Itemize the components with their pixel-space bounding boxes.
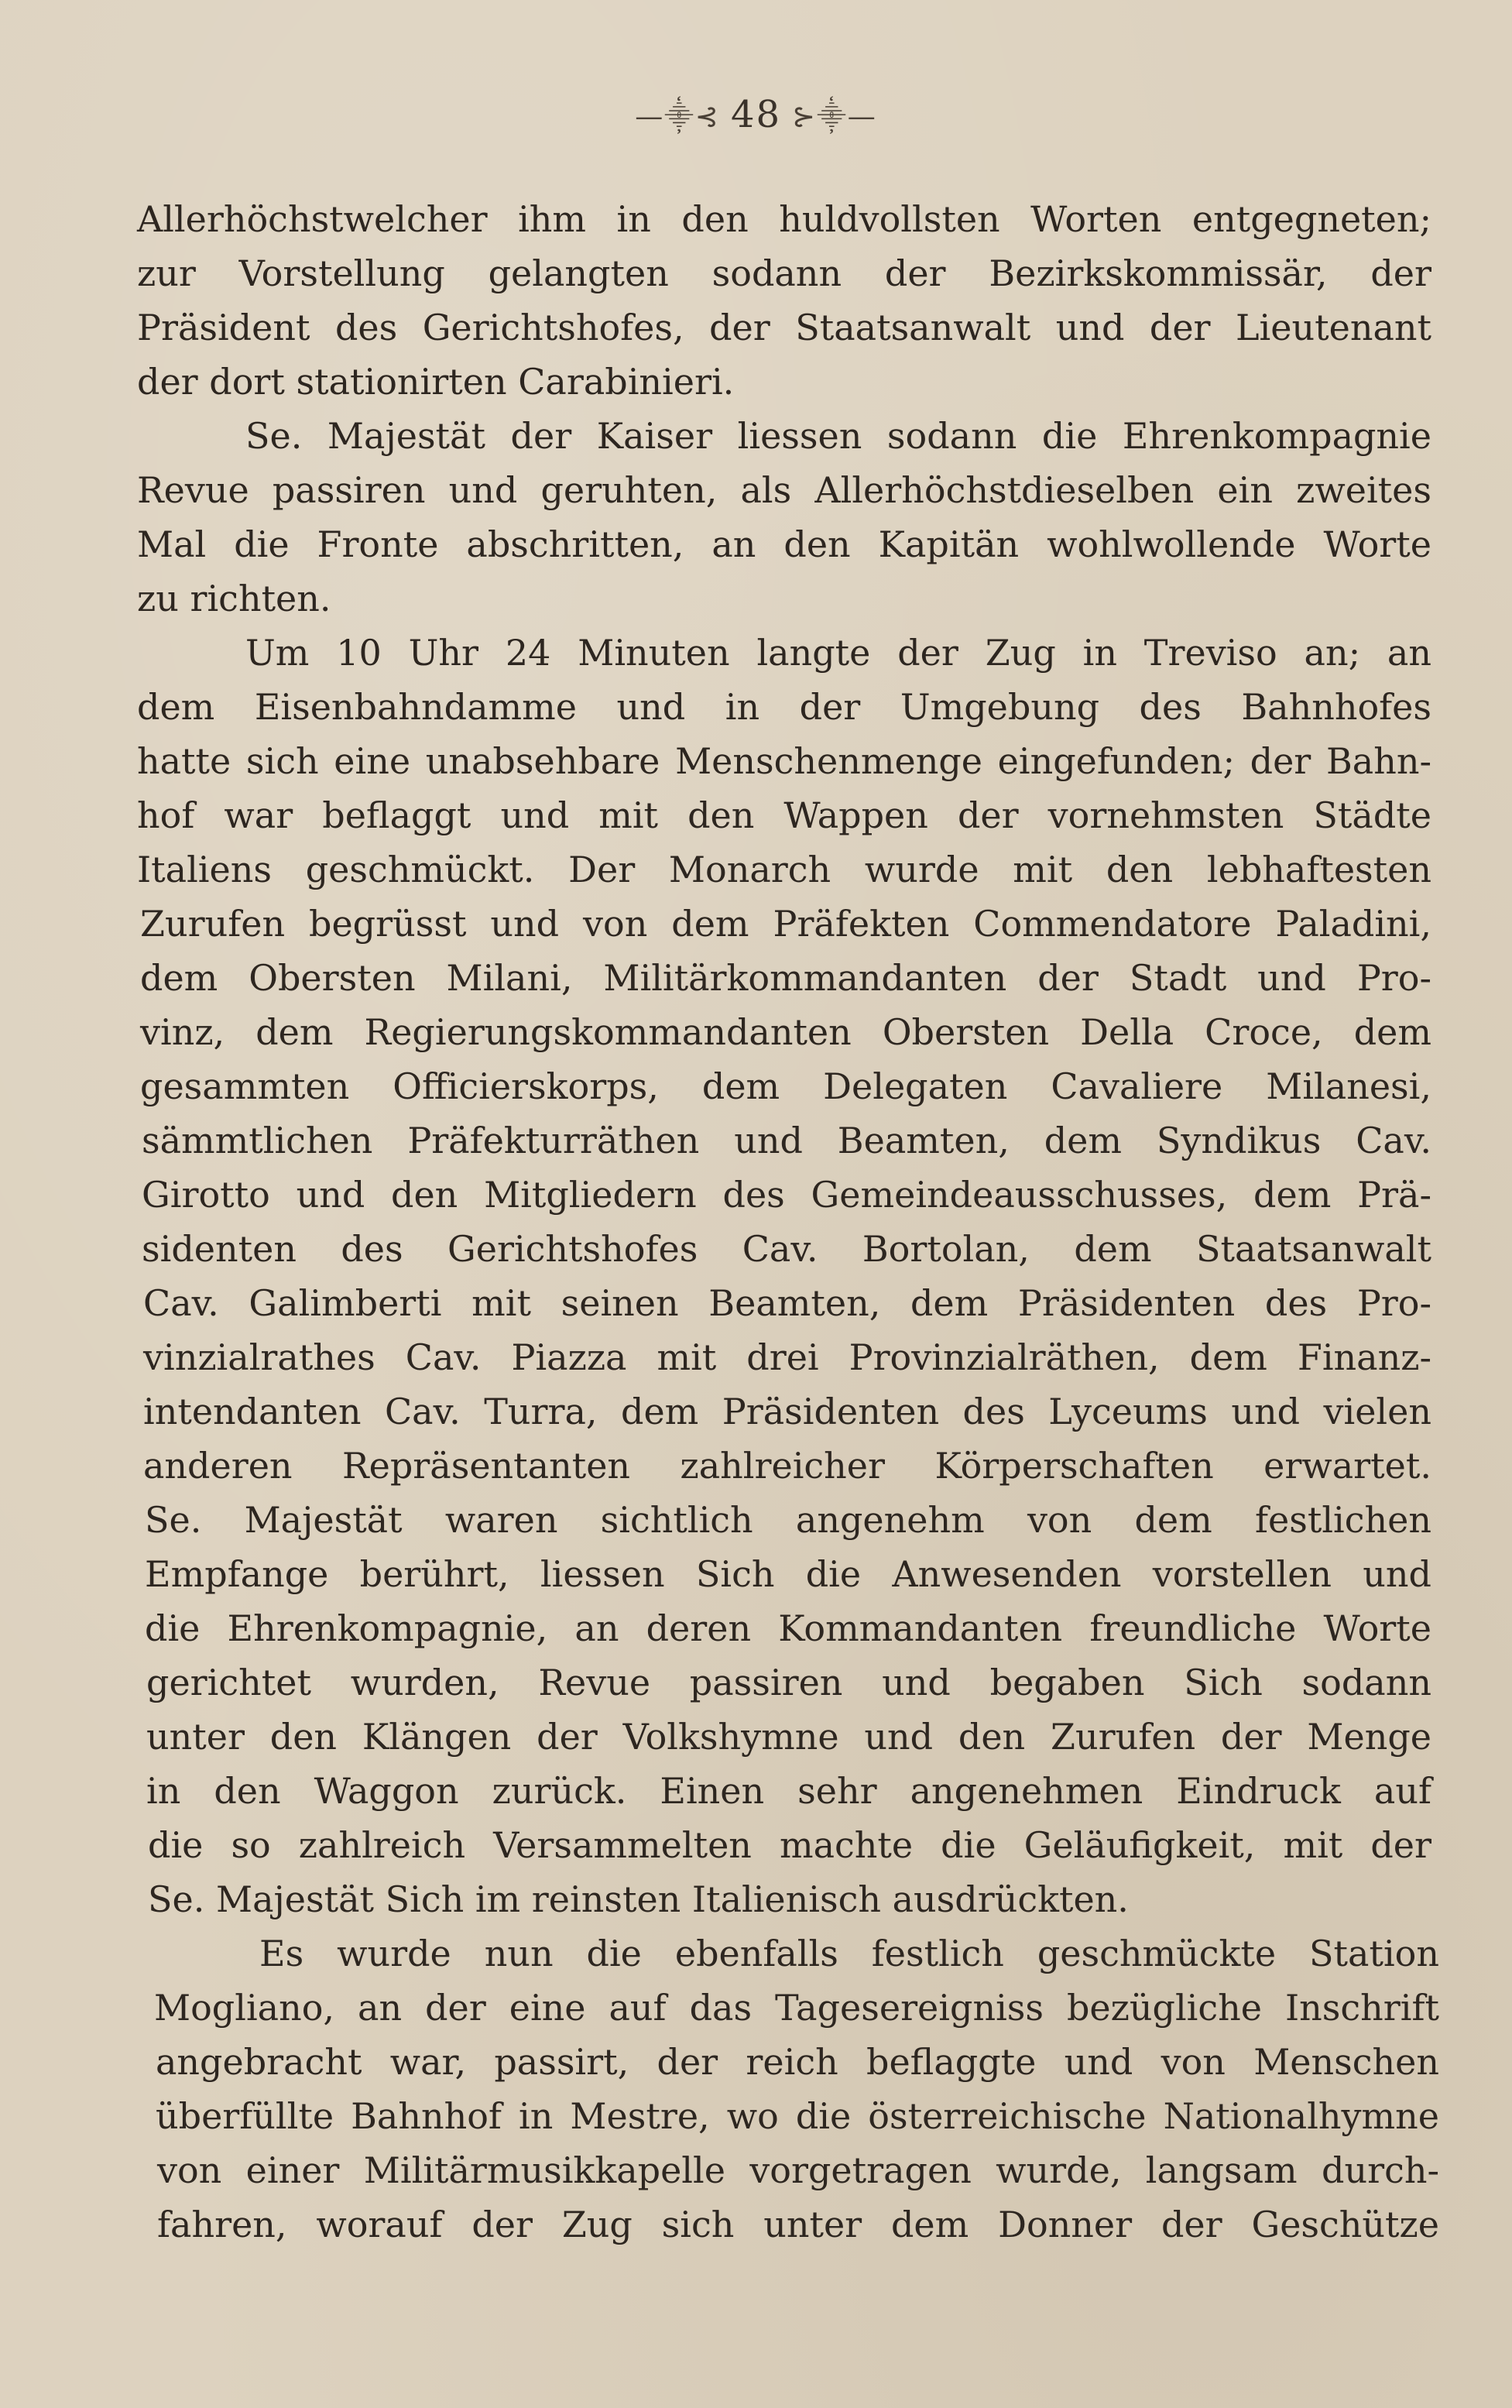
page-header (0, 91, 1512, 141)
text-line: Se. Majestät waren sichtlich angenehm von dem festlichen (145, 1499, 1431, 1541)
text-line: hof war beflaggt und mit den Wappen der vornehmsten Städte (137, 794, 1431, 836)
text-line: zur Vorstellung gelangten sodann der Bezirkskommissär, der (137, 252, 1431, 294)
text-line: Mal die Fronte abschritten, an den Kapitän wohlwollende Worte (137, 523, 1431, 565)
text-line: die Ehrenkompagnie, an deren Kommandanten freundliche Worte (145, 1607, 1431, 1649)
text-line: Mogliano, an der eine auf das Tagesereigniss bezügliche Inschrift (154, 1987, 1439, 2029)
text-line: hatte sich eine unabsehbare Menschenmenge eingefunden; der Bahn- (137, 740, 1431, 782)
text-line: der dort stationirten Carabinieri. (137, 361, 735, 403)
text-line: dem Obersten Milani, Militärkommandanten der Stadt und Pro- (140, 957, 1431, 999)
text-line: fahren, worauf der Zug sich unter dem Donner der Geschütze (157, 2204, 1439, 2245)
text-line: Präsident des Gerichtshofes, der Staatsanwalt und der Lieutenant (137, 307, 1431, 348)
text-line: Girotto und den Mitgliedern des Gemeindeausschusses, dem Prä- (142, 1174, 1431, 1216)
text-line: in den Waggon zurück. Einen sehr angenehmen Eindruck auf (146, 1770, 1431, 1812)
text-line: überfüllte Bahnhof in Mestre, wo die österreichische Nationalhymne (156, 2095, 1439, 2137)
text-line: Es wurde nun die ebenfalls festlich geschmückte Station (259, 1933, 1439, 1974)
text-line: Um 10 Uhr 24 Minuten langte der Zug in Treviso an; an (245, 632, 1431, 674)
text-line: vinzialrathes Cav. Piazza mit drei Provinzialräthen, dem Finanz- (143, 1336, 1431, 1378)
text-line: Zurufen begrüsst und von dem Präfekten Commendatore Paladini, (140, 903, 1431, 945)
text-line: von einer Militärmusikkapelle vorgetragen wurde, langsam durch- (157, 2149, 1439, 2191)
text-line: intendanten Cav. Turra, dem Präsidenten des Lyceums und vielen (143, 1391, 1431, 1432)
text-line: Empfange berührt, liessen Sich die Anwesenden vorstellen und (145, 1553, 1431, 1595)
text-line: zu richten. (137, 578, 331, 619)
page-number: 48 (730, 93, 782, 136)
text-line: Italiens geschmückt. Der Monarch wurde mit den lebhaftesten (137, 849, 1431, 890)
text-line: dem Eisenbahndamme und in der Umgebung des Bahnhofes (137, 686, 1431, 728)
text-line: gerichtet wurden, Revue passiren und begaben Sich sodann (146, 1662, 1431, 1703)
text-line: gesammten Officierskorps, dem Delegaten Cavaliere Milanesi, (140, 1065, 1431, 1107)
text-line: Revue passiren und geruhten, als Allerhöchstdieselben ein zweites (137, 469, 1431, 511)
text-line: Allerhöchstwelcher ihm in den huldvollsten Worten entgegneten; (137, 198, 1431, 240)
ornament-right-icon: ⊱⸎— (792, 101, 877, 133)
text-line: Se. Majestät Sich im reinsten Italienisch ausdrückten. (148, 1878, 1129, 1920)
text-line: sämmtlichen Präfekturräthen und Beamten, dem Syndikus Cav. (142, 1120, 1431, 1161)
text-line: sidenten des Gerichtshofes Cav. Bortolan, dem Staatsanwalt (142, 1228, 1431, 1270)
text-line: vinz, dem Regierungskommandanten Obersten Della Croce, dem (140, 1011, 1431, 1053)
text-line: die so zahlreich Versammelten machte die Geläufigkeit, mit der (148, 1824, 1431, 1866)
text-line: Cav. Galimberti mit seinen Beamten, dem Präsidenten des Pro- (143, 1282, 1431, 1324)
ornament-left-icon: —⸎⊰ (635, 101, 720, 133)
text-line: unter den Klängen der Volkshymne und den Zurufen der Menge (146, 1716, 1431, 1758)
text-line: Se. Majestät der Kaiser liessen sodann die Ehrenkompagnie (245, 415, 1431, 457)
text-line: anderen Repräsentanten zahlreicher Körperschaften erwartet. (143, 1445, 1431, 1487)
text-line: angebracht war, passirt, der reich beflaggte und von Menschen (156, 2041, 1439, 2083)
